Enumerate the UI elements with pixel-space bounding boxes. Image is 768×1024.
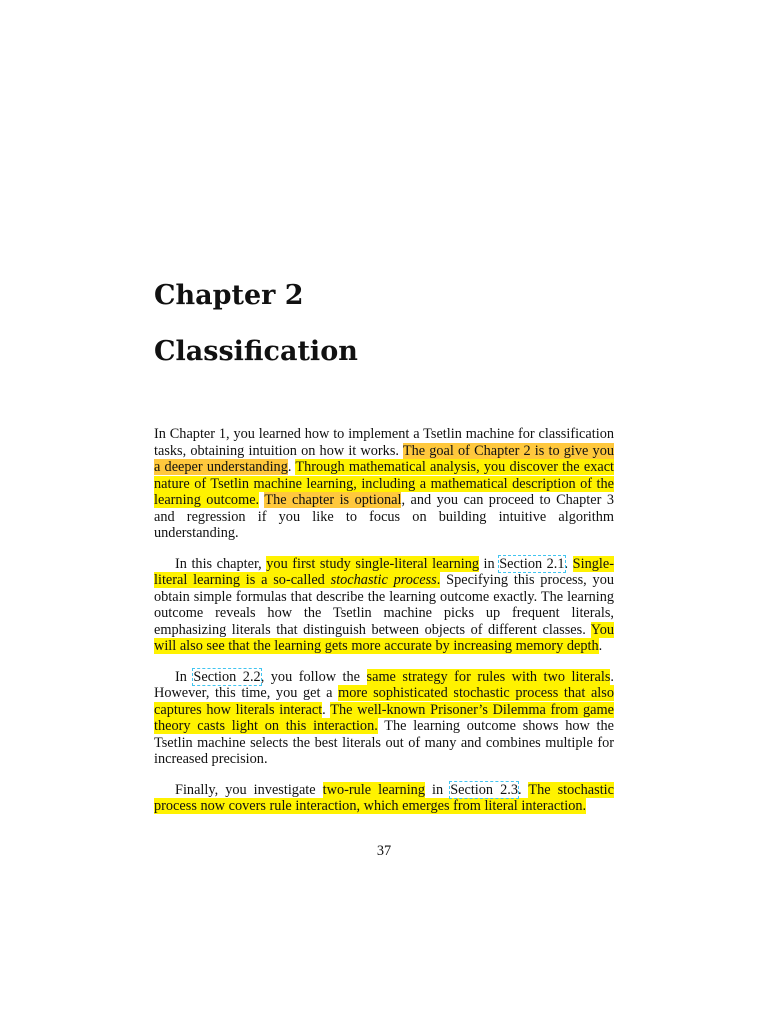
text-run: . However, this time, you get a: [154, 668, 614, 701]
section-link[interactable]: Section 2.1: [499, 555, 565, 572]
highlight-yellow: The well-known Prisoner’s Dilemma from game theory casts light on this interaction.: [154, 701, 614, 734]
highlight-yellow: same strategy for rules with two literals: [366, 668, 611, 685]
text-run: , and you can proceed to Chapter 3 and regression if you like to focus on building intuitive algorithm understanding.: [154, 492, 614, 541]
text-run: .: [517, 781, 529, 798]
highlight-yellow: you first study single-literal learning: [266, 555, 480, 572]
text-run: in: [424, 781, 451, 798]
paragraph-2: [154, 556, 614, 655]
text-run: The learning outcome shows how the Tsetlin machine selects the best literals out of many and combines multiple for increased precision.: [154, 718, 614, 767]
highlight-yellow: more sophisticated stochastic process that also captures how literals interact: [154, 685, 614, 718]
text-run: In this chapter,: [175, 555, 267, 572]
highlight-orange: The goal of Chapter 2 is to give you a deeper understanding: [154, 442, 614, 475]
highlight-orange: The chapter is optional: [264, 492, 402, 508]
page-number: 37: [376, 843, 392, 859]
text-run: , you follow the: [260, 668, 367, 685]
highlight-yellow: two-rule learning: [322, 781, 425, 798]
text-run: .: [322, 701, 331, 718]
paragraph-4: [154, 782, 614, 815]
text-run: .: [564, 555, 573, 572]
text-run: In: [175, 668, 194, 685]
highlight-yellow: Through mathematical analysis, you discover the exact nature of Tsetlin machine learning, including a mathematical description of the learning outcome.: [154, 459, 615, 508]
paragraph-3: [154, 669, 614, 768]
text-run: Specifying this process, you obtain simple formulas that describe the learning outcome exactly. The learning outcome reveals how the Tsetlin machine picks up frequent literals, emphasizing literals that distinguish between objects of different classes.: [154, 572, 614, 638]
chapter-title: Classification: [154, 336, 358, 367]
highlight-yellow: The stochastic process now covers rule interaction, which emerges from literal interaction.: [154, 781, 614, 814]
chapter-number: Chapter 2: [154, 280, 304, 311]
highlight-yellow: You will also see that the learning gets more accurate by increasing memory depth: [154, 621, 614, 654]
text-run: in: [479, 555, 500, 572]
paragraph-1: [154, 426, 614, 542]
section-link[interactable]: Section 2.3: [450, 781, 518, 798]
highlight-yellow: .: [436, 572, 441, 588]
text-run: .: [598, 638, 603, 654]
highlight-yellow: Single-literal learning is a so-called: [154, 555, 614, 588]
text-run: Finally, you investigate: [175, 781, 323, 798]
text-run: .: [287, 459, 296, 475]
chapter-intro-text: [154, 426, 614, 829]
highlight-yellow-emphasis: stochastic process: [330, 572, 437, 588]
text-run: In Chapter 1, you learned how to implement a Tsetlin machine for classification tasks, obtaining intuition on how it works.: [154, 426, 614, 459]
section-link[interactable]: Section 2.2: [193, 668, 261, 685]
